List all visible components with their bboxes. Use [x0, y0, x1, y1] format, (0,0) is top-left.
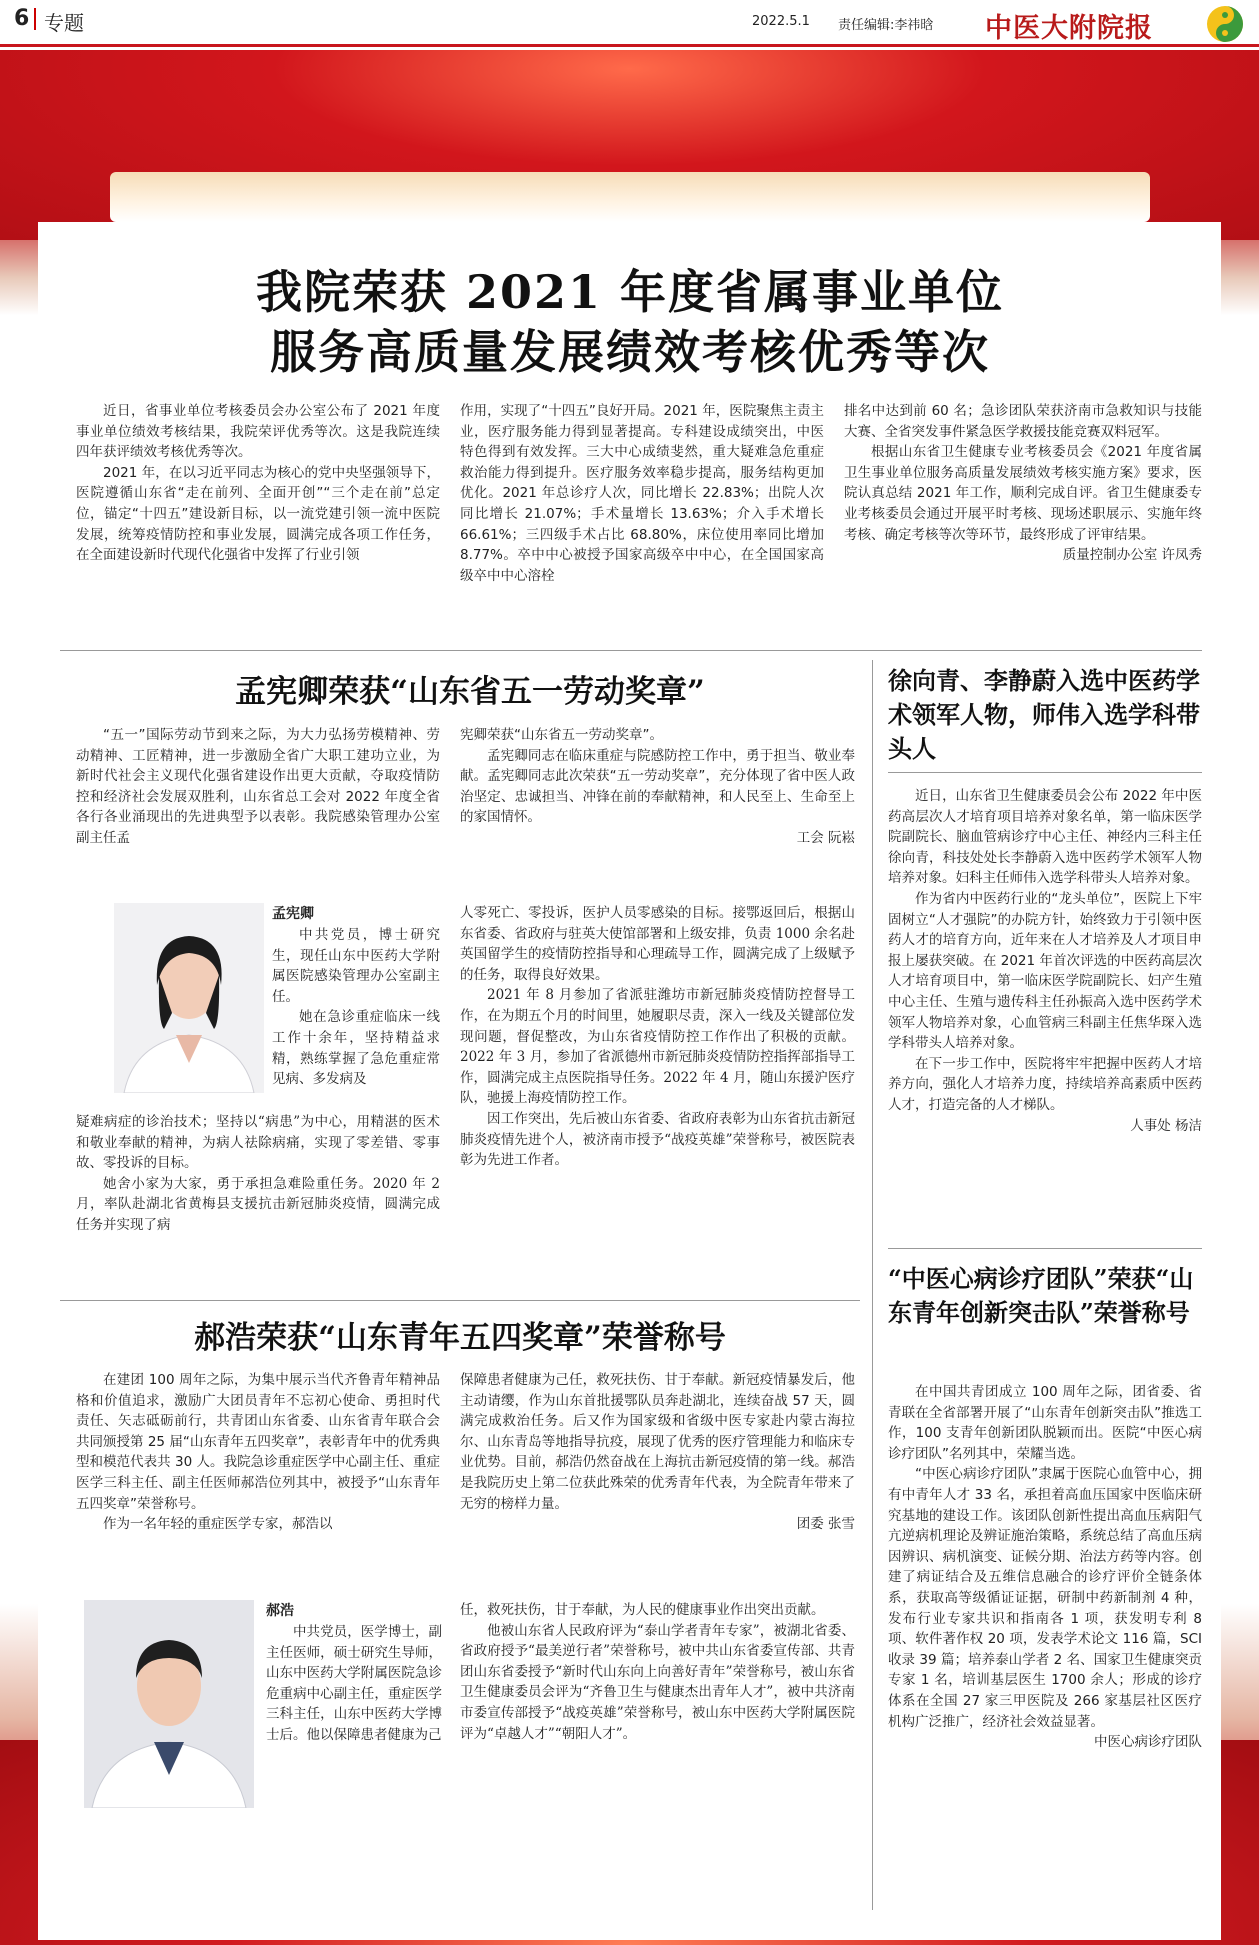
portrait-man-icon	[84, 1600, 254, 1808]
paragraph: 2021 年 8 月参加了省派驻潍坊市新冠肺炎疫情防控督导工作，在为期五个月的时间里，她履职尽责，深入一线及关键部位发现问题，督促整改，为山东省疫情防控工作作出了积极的贡献。2022 年 3 月，参加了省派德州市新冠肺炎疫情防控指挥部指导工作，圆满完成主点医院指导任务。2022 年 4 月，随山东援沪医疗队，驰援上海疫情防控工作。	[460, 987, 855, 1107]
article1-title-line2: 服务高质量发展绩效考核优秀等次	[270, 325, 990, 379]
paragraph: 他被山东省人民政府评为“泰山学者青年专家”，被湖北省委、省政府授予“最美逆行者”荣誉称号，被中共山东省委宣传部、共青团山东省委授予“新时代山东向上向善好青年”荣誉称号，被山东省卫生健康委员会评为“齐鲁卫生与健康杰出青年人才”，被中共济南市委宣传部授予“战疫英雄”荣誉称号，被山东中医药大学附属医院评为“卓越人才”“朝阳人才”。	[460, 1622, 855, 1742]
paragraph: 作用，实现了“十四五”良好开局。2021 年，医院聚焦主责主业，医疗服务能力得到显著提高。专科建设成绩突出，中医特色得到有效发挥。三大中心成绩斐然，重大疑难急危重症救治能力得到提升。医疗服务效率稳步提高，服务结构更加优化。2021 年总诊疗人次，同比增长 22.83%；出院人次同比增长 21.07%；手术量增长 13.63%；介入手术增长 66.61%；三四级手术占比 68.80%，床位使用率同比增加 8.77%。卒中中心被授予国家高级卒中中心，在全国国家高级卒中中心溶栓	[460, 403, 824, 584]
article4-title: 徐向青、李静蔚入选中医药学术领军人物，师伟入选学科带头人	[888, 666, 1200, 763]
article2-bio-col2	[460, 903, 855, 1171]
paragraph: 根据山东省卫生健康专业考核委员会《2021 年度省属卫生事业单位服务高质量发展绩效考核实施方案》要求，医院认真总结 2021 年工作，顺利完成自评。省卫生健康委专业考核委员会通过开展平时考核、现场述职展示、实施年终考核、确定考核等次等环节，最终形成了评审结果。	[844, 444, 1202, 543]
paragraph: 保障患者健康为己任，救死扶伤、甘于奉献。新冠疫情暴发后，他主动请缨，作为山东首批援鄂队员奔赴湖北，连续奋战 57 天，圆满完成救治任务。后又作为国家级和省级中医专家赴内蒙古海拉尔、山东青岛等地指导抗疫，展现了优秀的医疗管理能力和临床专业优势。目前，郝浩仍然奋战在上海抗击新冠疫情的第一线。郝浩是我院历史上第二位获此殊荣的优秀青年代表，为全院青年带来了无穷的榜样力量。	[460, 1372, 855, 1512]
paragraph: 宪卿荣获“山东省五一劳动奖章”。	[460, 727, 663, 743]
article3-bio-col2	[460, 1600, 855, 1744]
header-divider	[34, 8, 36, 30]
paragraph: “中医心病诊疗团队”隶属于医院心血管中心，拥有中青年人才 33 名，承担着高血压国家中医临床研究基地的建设工作。该团队创新性提出高血压病阳气亢逆病机理论及辨证施治策略，系统总结了高血压病因辨识、病机演变、证候分期、治法方药等内容。创建了病证结合及五维信息融合的诊疗评价全链条体系，获取高等级循证证据，研制中药新制剂 4 种，发布行业专家共识和指南各 1 项，获发明专利 8 项、软件著作权 20 项，发表学术论文 116 篇，SCI 收录 39 篇；培养泰山学者 2 名、国家卫生健康突贡专家 1 名，培训基层医生 1700 余人；形成的诊疗体系在全国 27 家三甲医院及 266 家基层社区医疗机构广泛推广，经济社会效益显著。	[888, 1466, 1202, 1730]
article3-title: 郝浩荣获“山东青年五四奖章”荣誉称号	[194, 1320, 726, 1356]
signature: 中医心病诊疗团队	[1094, 1734, 1202, 1751]
section-name: 专题	[44, 11, 84, 35]
paragraph: 近日，山东省卫生健康委员会公布 2022 年中医药高层次人才培育项目培养对象名单，第一临床医学院副院长、脑血管病诊疗中心主任、神经内三科主任徐向青，科技处处长李静蔚入选中医药学术领军人物培养对象。妇科主任师伟入选学科带头人培养对象。	[888, 788, 1202, 887]
signature: 质量控制办公室 许凤秀	[1062, 547, 1202, 564]
paragraph: 因工作突出，先后被山东省委、省政府表彰为山东省抗击新冠肺炎疫情先进个人，被济南市授予“战疫英雄”荣誉称号，被医院表彰为先进工作者。	[460, 1110, 855, 1169]
paragraph: 孟宪卿同志在临床重症与院感防控工作中，勇于担当、敬业奉献。孟宪卿同志此次荣获“五一劳动奖章”，充分体现了省中医人政治坚定、忠诚担当、冲锋在前的奉献精神，和人民至上、生命至上的家国情怀。	[460, 747, 855, 826]
paragraph: 中共党员，医学博士，副主任医师，硕士研究生导师，山东中医药大学附属医院急诊危重病中心副主任，重症医学三科主任，山东中医药大学博士后。他以保障患者健康为己	[266, 1624, 442, 1743]
taiji-logo-icon	[1205, 4, 1245, 44]
header-rule	[0, 44, 1259, 47]
article2-intro-col2	[460, 725, 855, 849]
paragraph: 疑难病症的诊治技术；坚持以“病患”为中心，用精湛的医术和敬业奉献的精神，为病人祛除病痛，实现了零差错、零事故、零投诉的目标。	[76, 1114, 440, 1172]
portrait-hao-hao	[84, 1600, 254, 1808]
article5-title: “中医心病诊疗团队”荣获“山东青年创新突击队”荣誉称号	[888, 1264, 1194, 1327]
divider	[888, 1248, 1202, 1249]
person-name: 孟宪卿	[272, 906, 314, 922]
article2-bio-below	[76, 1112, 440, 1236]
article5-body	[888, 1382, 1202, 1753]
article4-body	[888, 786, 1202, 1136]
article1-col3	[844, 401, 1202, 566]
signature: 工会 阮崧	[796, 829, 855, 846]
article2-intro-col1	[76, 725, 440, 849]
article2-title: 孟宪卿荣获“山东省五一劳动奖章”	[235, 674, 705, 710]
article2-bio-beside	[272, 925, 440, 1090]
signature: 人事处 杨洁	[1130, 1117, 1202, 1134]
paragraph: 她舍小家为大家，勇于承担急难险重任务。2020 年 2 月，率队赴湖北省黄梅县支援抗击新冠肺炎疫情，圆满完成任务并实现了病	[76, 1175, 440, 1233]
masthead: 中医大附院报	[985, 13, 1153, 44]
paragraph: 在中国共青团成立 100 周年之际，团省委、省青联在全省部署开展了“山东青年创新突击队”推选工作，100 支青年创新团队脱颖而出。医院“中医心病诊疗团队”名列其中，荣耀当选。	[888, 1384, 1202, 1462]
article3-bio-beside	[266, 1622, 442, 1746]
divider	[888, 772, 1202, 773]
paragraph: 近日，省事业单位考核委员会办公室公布了 2021 年度事业单位绩效考核结果，我院荣评优秀等次。这是我院连续四年获评绩效考核优秀等次。	[76, 403, 440, 461]
article3-intro-col1	[76, 1370, 440, 1535]
paragraph: “五一”国际劳动节到来之际，为大力弘扬劳模精神、劳动精神、工匠精神，进一步激励全省广大职工建功立业，为新时代社会主义现代化强省建设作出更大贡献，夺取疫情防控和经济社会发展双胜利，山东省总工会对 2022 年度全省各行各业涌现出的先进典型予以表彰。我院感染管理办公室副主任孟	[76, 727, 440, 846]
paragraph: 她在急诊重症临床一线工作十余年，坚持精益求精，熟练掌握了急危重症常见病、多发病及	[272, 1009, 440, 1088]
article3-intro-col2	[460, 1370, 855, 1535]
gold-ribbon	[110, 172, 1150, 222]
paragraph: 在建团 100 周年之际，为集中展示当代齐鲁青年精神品格和价值追求，激励广大团员青年不忘初心使命、勇担时代责任、矢志砥砺前行，共青团山东省委、山东省青年联合会共同颁授第 25 届“山东青年五四奖章”，表彰青年中的优秀典型和模范代表共 30 人。我院急诊重症医学中心副主任、重症医学三科主任、副主任医师郝浩位列其中，被授予“山东青年五四奖章”荣誉称号。	[76, 1372, 440, 1512]
page-number: 6	[14, 6, 30, 31]
portrait-woman-icon	[114, 903, 264, 1093]
issue-date: 2022.5.1	[752, 14, 810, 29]
article1-col1	[76, 401, 440, 566]
divider	[60, 650, 1202, 651]
paragraph: 作为一名年轻的重症医学专家，郝浩以	[103, 1516, 333, 1533]
article1-title-line1: 我院荣获 2021 年度省属事业单位	[255, 265, 1005, 319]
person-name: 郝浩	[266, 1603, 294, 1619]
paragraph: 中共党员，博士研究生，现任山东中医药大学附属医院感染管理办公室副主任。	[272, 927, 440, 1005]
article1-col2	[460, 401, 824, 586]
divider	[60, 1300, 860, 1301]
paragraph: 2021 年，在以习近平同志为核心的党中央坚强领导下，医院遵循山东省“走在前列、全面开创”“三个走在前”总定位，锚定“十四五”建设新目标，以一流党建引领一流中医院发展，统筹疫情防控和事业发展，圆满完成各项工作任务，在全面建设新时代现代化强省中发挥了行业引领	[76, 464, 440, 564]
paragraph: 人零死亡、零投诉，医护人员零感染的目标。接鄂返回后，根据山东省委、省政府与驻英大使馆部署和上级安排，负责 1000 余名赴英国留学生的疫情防控指导和心理疏导工作，圆满完成了上级赋予的任务，取得良好效果。	[460, 905, 855, 983]
paragraph: 在下一步工作中，医院将牢牢把握中医药人才培养方向，强化人才培养力度，持续培养高素质中医药人才，打造完备的人才梯队。	[888, 1055, 1202, 1113]
page-header	[0, 0, 1259, 46]
responsible-editor: 责任编辑:李祎晗	[838, 18, 934, 33]
paragraph: 任，救死扶伤，甘于奉献，为人民的健康事业作出突出贡献。	[460, 1602, 825, 1618]
paragraph: 排名中达到前 60 名；急诊团队荣获济南市急救知识与技能大赛、全省突发事件紧急医学救援技能竞赛双料冠军。	[844, 403, 1202, 440]
portrait-meng-xianqing	[114, 903, 264, 1093]
paragraph: 作为省内中医药行业的“龙头单位”，医院上下牢固树立“人才强院”的办院方针，始终致力于引领中医药人才的培育方向，近年来在人才培养及人才项目申报上屡获突破。在 2021 年首次评选的中医药高层次人才培育项目中，第一临床医学院副院长、妇产生殖中心主任、生殖与遗传科主任孙振高入选中医药学术领军人物培养对象，心血管病三科副主任焦华琛入选学科带头人培养对象。	[888, 890, 1202, 1052]
column-divider	[872, 660, 873, 1910]
signature: 团委 张雪	[796, 1516, 855, 1533]
